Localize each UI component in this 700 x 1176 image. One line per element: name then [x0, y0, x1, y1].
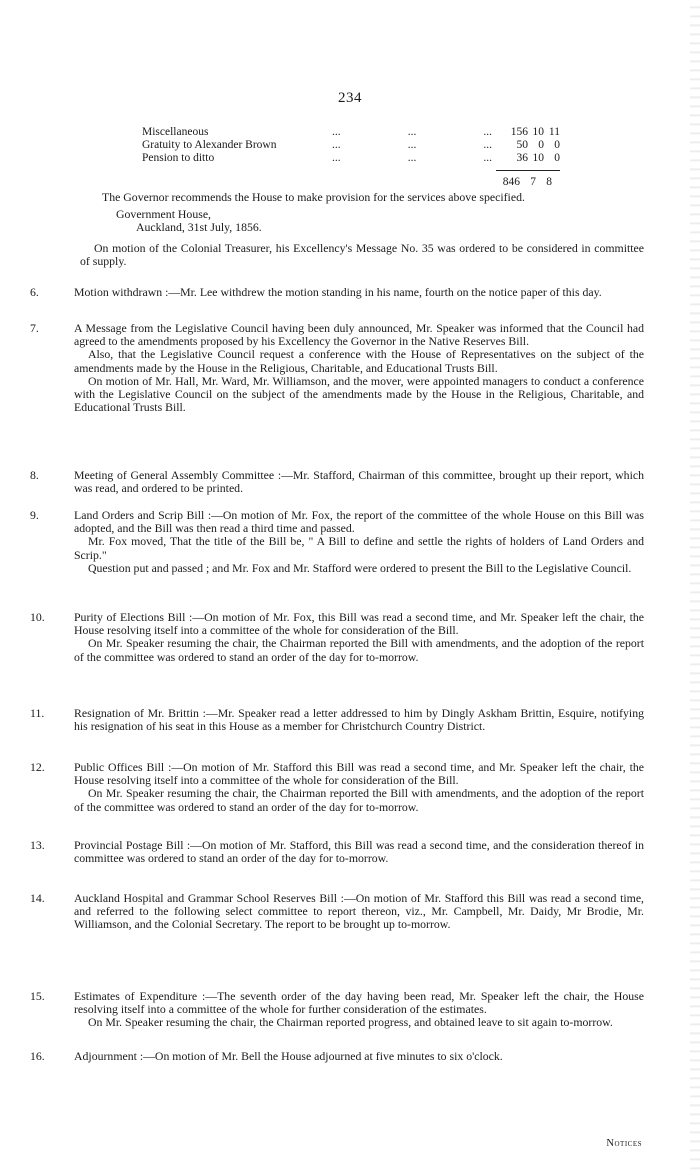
item-number: 10.	[30, 610, 45, 624]
item-number: 7.	[30, 321, 39, 335]
proceeding-item	[30, 706, 644, 734]
item-text: Motion withdrawn :—Mr. Lee withdrew the motion standing in his name, fourth on the notice paper of this day.	[74, 285, 602, 299]
account-total: 846 7 8	[502, 176, 552, 188]
item-text: A Message from the Legislative Council having been duly announced, Mr. Speaker was informed that the Council had agreed to the amendments proposed by his Excellency the Governor in the Native Reserves Bill.	[74, 321, 644, 349]
item-continuation: Question put and passed ; and Mr. Fox and Mr. Stafford were ordered to present the Bill to the Legislative Council.	[88, 560, 632, 575]
accounts-table	[142, 126, 562, 165]
item-text: Auckland Hospital and Grammar School Reserves Bill :—On motion of Mr. Stafford this Bill was read a second time, and referred to the following select committee to report thereon, viz., Mr. Campbell, Mr. Daidy, Mr Brodie, Mr. Williamson, and the Colonial Secretary. The report to be brought up to-morrow.	[74, 891, 644, 932]
leader-dots: ...	[483, 126, 492, 138]
item-number: 13.	[30, 838, 45, 852]
supply-motion: On motion of the Colonial Treasurer, his Excellency's Message No. 35 was ordered to be considered in committee of supply.	[80, 241, 644, 269]
scanned-page-edge	[690, 0, 700, 1176]
leader-dots: ...	[332, 126, 341, 138]
item-text: Resignation of Mr. Brittin :—Mr. Speaker read a letter addressed to him by Dingly Askham Brittin, Esquire, notifying his resignation of his seat in this House as a member for Christchurch Country District.	[74, 706, 644, 734]
catchword-notices: Notices	[606, 1138, 642, 1149]
proceeding-item	[30, 989, 644, 1030]
proceeding-item	[30, 610, 644, 664]
item-continuation: On Mr. Speaker resuming the chair, the Chairman reported progress, and obtained leave to sit again to-morrow.	[88, 1015, 613, 1030]
governor-recommendation: The Governor recommends the House to make provision for the services above specified.	[102, 190, 525, 204]
item-number: 15.	[30, 989, 45, 1003]
leader-dots: ...	[483, 139, 492, 151]
account-label: Gratuity to Alexander Brown	[142, 139, 277, 151]
proceeding-item	[30, 508, 644, 575]
item-number: 8.	[30, 468, 39, 482]
account-label: Miscellaneous	[142, 126, 209, 138]
proceeding-item	[30, 468, 644, 496]
date-line: Auckland, 31st July, 1856.	[136, 220, 262, 234]
total-rule	[496, 170, 560, 171]
item-number: 6.	[30, 285, 39, 299]
leader-dots: ...	[332, 139, 341, 151]
leader-dots: ...	[332, 152, 341, 164]
proceeding-item	[30, 760, 644, 814]
page-number: 234	[338, 90, 362, 106]
leader-dots: ...	[407, 152, 417, 164]
account-label: Pension to ditto	[142, 152, 215, 164]
item-text: Meeting of General Assembly Committee :—Mr. Stafford, Chairman of this committee, brought up their report, which was read, and ordered to be printed.	[74, 468, 644, 496]
proceeding-item	[30, 891, 644, 932]
leader-dots: ...	[407, 126, 417, 138]
item-number: 14.	[30, 891, 45, 905]
item-continuation: Mr. Fox moved, That the title of the Bill be, " A Bill to define and settle the rights of holders of Land Orders and Scrip."	[74, 534, 644, 562]
item-number: 12.	[30, 760, 45, 774]
item-text: Purity of Elections Bill :—On motion of Mr. Fox, this Bill was read a second time, and Mr. Speaker left the chair, the House resolving itself into a committee of the whole for consideration of the Bill.	[74, 610, 644, 638]
item-continuation: On Mr. Speaker resuming the chair, the Chairman reported the Bill with amendments, and the adoption of the report of the committee was ordered to stand an order of the day for to-morrow.	[74, 636, 644, 664]
item-continuation: On Mr. Speaker resuming the chair, the Chairman reported the Bill with amendments, and the adoption of the report of the committee was ordered to stand an order of the day for to-morrow.	[74, 786, 644, 814]
account-row	[142, 152, 562, 165]
item-text: Provincial Postage Bill :—On motion of Mr. Stafford, this Bill was read a second time, and the consideration thereof in committee was ordered to stand an order of the day for to-morrow.	[74, 838, 644, 866]
place-line: Government House,	[116, 207, 212, 221]
account-amount: 36 10 0	[516, 152, 560, 164]
item-number: 11.	[30, 706, 45, 720]
leader-dots: ...	[407, 139, 417, 151]
leader-dots: ...	[483, 152, 492, 164]
proceeding-item	[30, 285, 644, 299]
proceeding-item	[30, 838, 644, 866]
item-text: Estimates of Expenditure :—The seventh order of the day having been read, Mr. Speaker left the chair, the House resolving itself into a committee of the whole for further consideration of the estimates.	[74, 989, 644, 1017]
item-continuation: Also, that the Legislative Council request a conference with the House of Representatives on the subject of the amendments made by the House in the Religious, Charitable, and Educational Trusts Bill.	[74, 347, 644, 375]
proceeding-item	[30, 1049, 644, 1063]
item-continuation: On motion of Mr. Hall, Mr. Ward, Mr. Williamson, and the mover, were appointed managers to conduct a conference with the Legislative Council on the subject of the amendments made by the House in the Religious, Charitable, and Educational Trusts Bill.	[74, 373, 644, 415]
item-number: 16.	[30, 1049, 45, 1063]
account-amount: 156 10 11	[510, 126, 560, 138]
item-text: Land Orders and Scrip Bill :—On motion of Mr. Fox, the report of the committee of the whole House on this Bill was adopted, and the Bill was then read a third time and passed.	[74, 508, 644, 536]
account-row	[142, 126, 562, 139]
account-amount: 50 0 0	[516, 139, 560, 151]
item-text: Adjournment :—On motion of Mr. Bell the House adjourned at five minutes to six o'clock.	[74, 1049, 503, 1063]
item-text: Public Offices Bill :—On motion of Mr. Stafford this Bill was read a second time, and Mr. Speaker left the chair, the House resolving itself into a committee of the whole for consideration of the Bill.	[74, 760, 644, 788]
item-number: 9.	[30, 508, 39, 522]
proceeding-item	[30, 321, 644, 415]
account-row	[142, 139, 562, 152]
